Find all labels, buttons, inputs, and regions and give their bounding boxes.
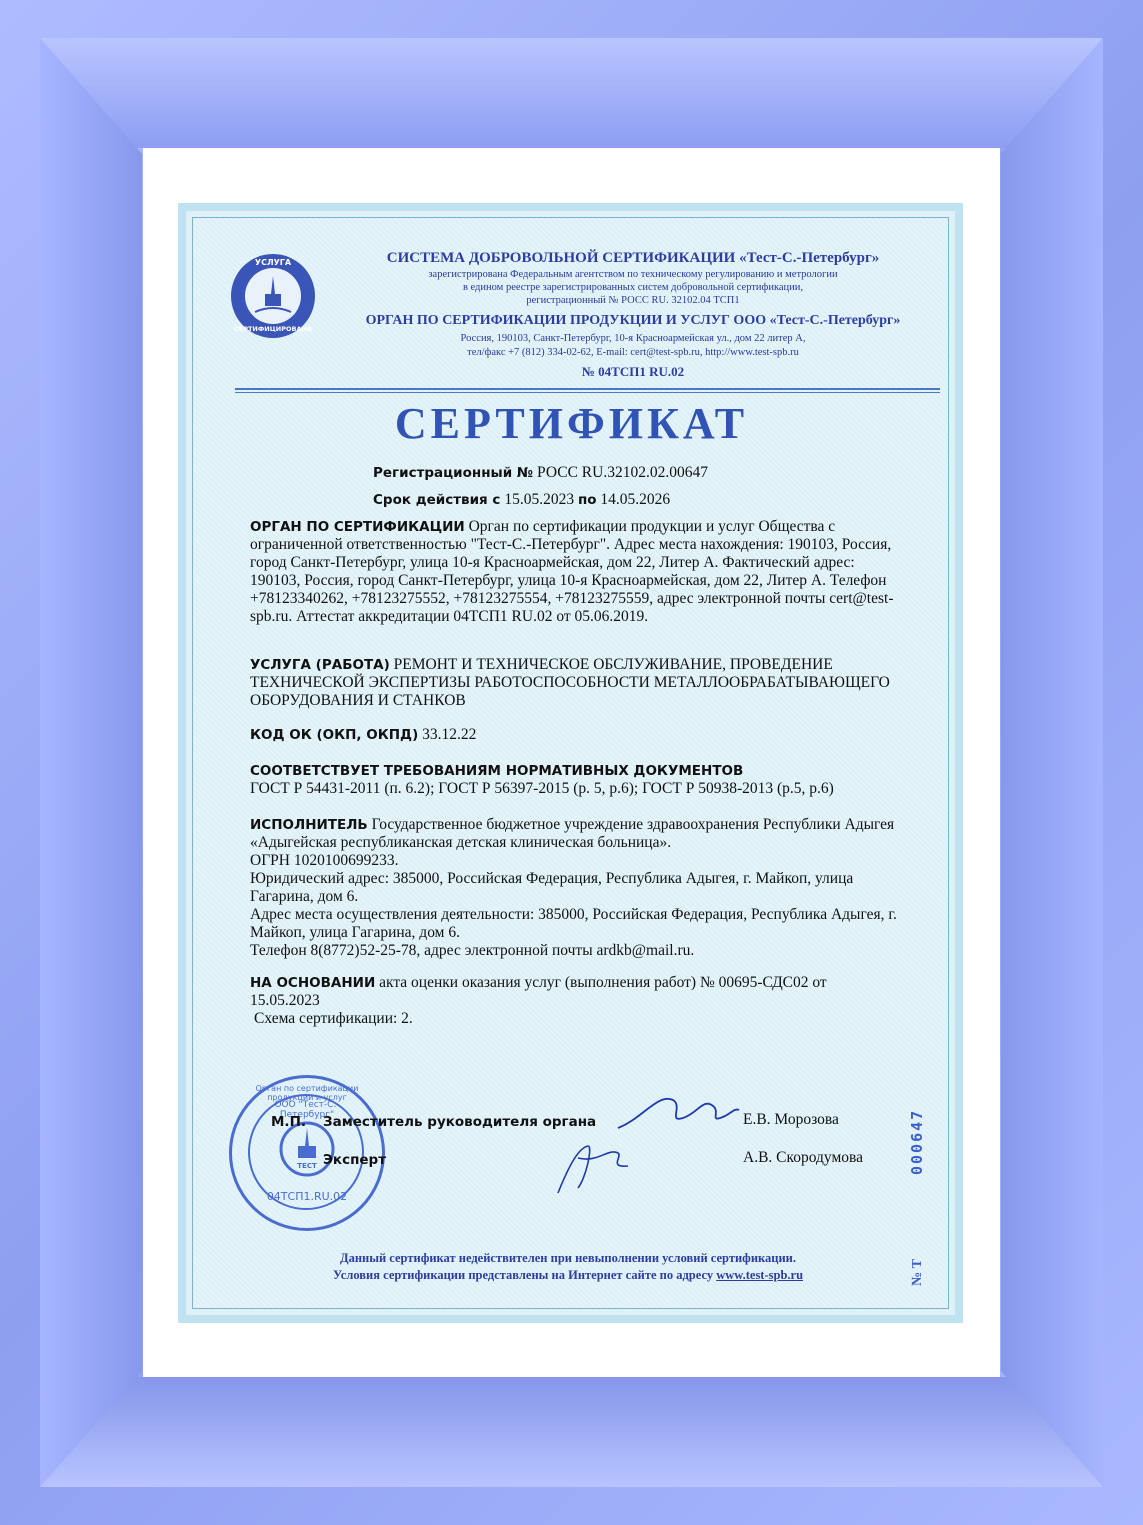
address-line-2: тел/факс +7 (812) 334-02-62, E-mail: cert@test-spb.ru, http://www.test-spb.ru <box>467 347 799 358</box>
expert-label: Эксперт <box>323 1152 387 1168</box>
certificate-title: СЕРТИФИКАТ <box>394 399 749 448</box>
deputy-label: Заместитель руководителя органа <box>323 1114 597 1130</box>
footer-line-2 <box>233 1268 903 1283</box>
body-title: ОРГАН ПО СЕРТИФИКАЦИИ ПРОДУКЦИИ И УСЛУГ ООО «Тест-С.-Петербург» <box>365 313 901 328</box>
frame-bevel-left <box>40 38 142 1487</box>
expert-name: А.В. Скородумова <box>743 1149 864 1166</box>
frame-bevel-bottom <box>40 1377 1103 1487</box>
organ-label: ОРГАН ПО СЕРТИФИКАЦИИ <box>250 519 465 535</box>
service-section <box>250 656 900 710</box>
conformity-label: СООТВЕТСТВУЕТ ТРЕБОВАНИЯМ НОРМАТИВНЫХ ДОКУМЕНТОВ <box>250 763 744 779</box>
executor-label: ИСПОЛНИТЕЛЬ <box>250 817 368 833</box>
conformity-section <box>250 762 910 798</box>
service-label: УСЛУГА (РАБОТА) <box>250 657 390 673</box>
organ-text: Орган по сертификации продукции и услуг Общества с ограниченной ответственностью "Тест-С.-Петербург". Адрес места нахождения: 190103, Россия, город Санкт-Петербург, улица 10-я Красноармейская, дом 22, Литер А. Фактический адрес: 190103, Россия, город Санкт-Петербург, улица 10-я Красноармейская, дом 22, Литер А. Телефон +78123340262, +78123275552, +78123275554, +78123275559, адрес электронной почты cert@test-spb.ru. Аттестат аккредитации 04ТСП1 RU.02 от 05.06.2019. <box>250 518 894 625</box>
executor-legal-address: Юридический адрес: 385000, Российская Федерация, Республика Адыгея, г. Майкоп, улица Гагарина, дом 6. <box>250 870 854 905</box>
organ-section <box>250 518 900 626</box>
serial-number: 000647 <box>908 1108 926 1175</box>
executor-contacts: Телефон 8(8772)52-25-78, адрес электронной почты ardkb@mail.ru. <box>250 942 695 959</box>
executor-text: Государственное бюджетное учреждение здравоохранения Республики Адыгея «Адыгейская республиканская детская клиническая больница». <box>250 816 895 851</box>
basis-scheme: Схема сертификации: 2. <box>254 1010 413 1027</box>
system-title: СИСТЕМА ДОБРОВОЛЬНОЙ СЕРТИФИКАЦИИ «Тест-С.-Петербург» <box>386 250 880 266</box>
code-section <box>250 726 476 744</box>
basis-text: акта оценки оказания услуг (выполнения работ) № 00695-СДС02 от 15.05.2023 <box>250 974 827 1009</box>
conformity-text: ГОСТ Р 54431-2011 (п. 6.2); ГОСТ Р 56397-2015 (р. 5, р.6); ГОСТ Р 50938-2013 (р.5, р.6) <box>250 780 834 797</box>
service-text: РЕМОНТ И ТЕХНИЧЕСКОЕ ОБСЛУЖИВАНИЕ, ПРОВЕДЕНИЕ ТЕХНИЧЕСКОЙ ЭКСПЕРТИЗЫ РАБОТОСПОСОБНОСТИ МЕТАЛЛООБРАБАТЫВАЮЩЕГО ОБОРУДОВАНИЯ И СТАНКОВ <box>250 656 890 709</box>
registration-line-2: в едином реестре зарегистрированных систем добровольной сертификации, <box>462 282 804 293</box>
validity-from: 15.05.2023 <box>504 491 575 508</box>
logo-center <box>245 268 301 324</box>
logo-icon <box>231 254 315 338</box>
footer-link[interactable]: www.test-spb.ru <box>716 1268 804 1282</box>
stamp-center-text: ТЕСТ <box>297 1162 317 1170</box>
registration-label: Регистрационный № <box>373 465 534 481</box>
executor-activity-address: Адрес места осуществления деятельности: 385000, Российская Федерация, Республика Адыгея, г. Майкоп, улица Гагарина, дом 6. <box>250 906 897 941</box>
registration-line-1: зарегистрирована Федеральным агентством по техническому регулированию и метрологии <box>428 269 838 280</box>
deputy-name: Е.В. Морозова <box>743 1111 839 1128</box>
registration-line-3: регистрационный № РОСС RU. 32102.04 ТСП1 <box>526 295 740 306</box>
validity-to: 14.05.2026 <box>600 491 671 508</box>
mp-label: М.П. <box>271 1114 306 1130</box>
registration-row <box>373 464 708 482</box>
basis-label: НА ОСНОВАНИИ <box>250 975 376 991</box>
deputy-signature-icon <box>613 1088 743 1138</box>
certificate-body <box>192 217 949 1309</box>
frame-bevel-right <box>1001 38 1103 1487</box>
validity-from-label: Срок действия с <box>373 492 501 508</box>
basis-section <box>250 974 890 1028</box>
address-line-1: Россия, 190103, Санкт-Петербург, 10-я Красноармейская ул., дом 22 литер А, <box>460 333 806 344</box>
validity-to-label: по <box>577 492 597 508</box>
stamp-org-text: ООО "Тест-С.-Петербург" <box>274 1100 340 1120</box>
frame-bevel-top <box>40 38 1103 148</box>
code-value: 33.12.22 <box>422 726 477 743</box>
stamp-number-text: 04ТСП1.RU.02 <box>266 1190 348 1203</box>
serial-prefix: № Т <box>910 1259 925 1286</box>
expert-signature-icon <box>548 1138 638 1198</box>
logo-top-text: УСЛУГА <box>254 258 292 267</box>
logo-bottom-text: СЕРТИФИЦИРОВАНА <box>234 325 312 333</box>
validity-row <box>373 491 670 509</box>
header-divider-thin <box>235 392 940 393</box>
accreditation-number: № 04ТСП1 RU.02 <box>581 364 685 379</box>
executor-section <box>250 816 910 960</box>
footer-line-2-text: Условия сертификации представлены на Интернет сайте по адресу <box>332 1268 714 1282</box>
footer-line-1: Данный сертификат недействителен при невыполнении условий сертификации. <box>339 1251 797 1265</box>
executor-ogrn: ОГРН 1020100699233. <box>250 852 399 869</box>
stamp-outer-text: Орган по сертификации продукции и услуг <box>255 1084 359 1102</box>
header-divider <box>235 388 940 390</box>
certificate <box>178 203 963 1323</box>
registration-value: РОСС RU.32102.02.00647 <box>537 464 708 481</box>
code-label: КОД ОК (ОКП, ОКПД) <box>250 727 419 743</box>
